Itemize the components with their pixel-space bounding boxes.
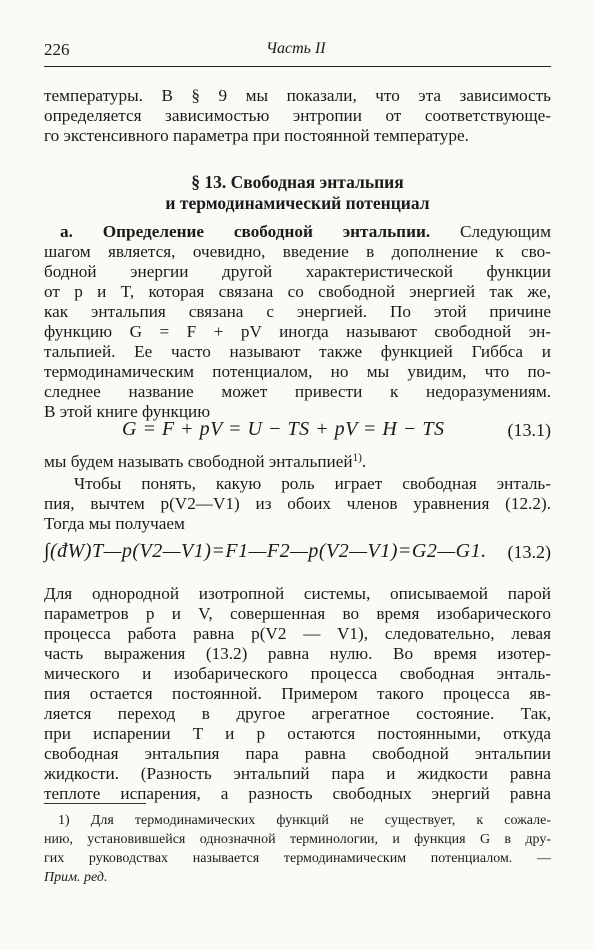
text-line: Тогда мы получаем (44, 514, 185, 533)
after-equation-line (44, 452, 551, 472)
text-line: шагом является, очевидно, введение в дополнение к сво- (44, 242, 551, 261)
equation-13-2 (44, 540, 551, 566)
equation-number: (13.1) (507, 420, 551, 440)
equation-expression: ∫(đW)T—p(V2—V1)=F1—F2—p(V2—V1)=G2—G1. (44, 540, 487, 562)
text-line: при испарении T и p остаются постоянными, откуда (44, 724, 551, 743)
paragraph-2 (44, 474, 551, 534)
text-line: функцию G = F + pV иногда называют свободной эн- (44, 322, 551, 341)
footnote-line: 1) Для термодинамических функций не существует, к сожале- (58, 813, 551, 828)
page-number: 226 (44, 40, 70, 59)
text-line: Чтобы понять, какую роль играет свободная энталь- (74, 474, 551, 493)
running-title: Часть II (266, 40, 326, 57)
text-line: теплоте испарения, а разность свободных энергий равна (44, 784, 551, 803)
footnote-rule (44, 803, 146, 804)
section-title-line: § 13. Свободная энтальпия (191, 172, 404, 192)
footnote-marker: 1) (352, 452, 362, 464)
equation-expression: G = F + pV = U − TS + pV = H − TS (122, 418, 445, 440)
text-line: следнее название может привести к недоразумениям. (44, 382, 551, 401)
text-line: термодинамическим потенциалом, но мы увидим, что по- (44, 362, 551, 381)
header-rule (44, 66, 551, 67)
text-line: часть выражения (13.2) равна нулю. Во время изотер- (44, 644, 551, 663)
equation-13-1 (44, 418, 551, 444)
paragraph-3 (44, 584, 551, 804)
section-title-line: и термодинамический потенциал (165, 193, 430, 213)
text-line: как энтальпия связана с энергией. По этой причине (44, 302, 551, 321)
text-line: ляется переход в другое агрегатное состояние. Так, (44, 704, 551, 723)
text-line: Для однородной изотропной системы, описываемой парой (44, 584, 551, 603)
text-line: В этой книге функцию (44, 402, 211, 421)
text-line: а. Определение свободной энтальпии. Следующим (60, 222, 551, 241)
text-line: жидкости. (Разность энтальпий пара и жидкости равна (44, 764, 551, 783)
footnote-line: Прим. ред. (44, 870, 108, 885)
subsection-paragraph (44, 222, 551, 422)
subsection-heading: а. Определение свободной энтальпии. (60, 222, 431, 241)
section-title (44, 172, 551, 214)
text-line: бодной энергии другой характеристической функции (44, 262, 551, 281)
text-line: пия остается постоянной. Примером такого процесса яв- (44, 684, 551, 703)
intro-paragraph (44, 86, 551, 146)
text-line: процесса работа равна p(V2 — V1), следовательно, левая (44, 624, 551, 643)
text-line: параметров p и V, совершенная во время изобарического (44, 604, 551, 623)
text-line: от p и T, которая связана со свободной энергией так же, (44, 282, 551, 301)
text-line: мы будем называть свободной энтальпией$^{1)}$. (44, 452, 367, 471)
footnote-line: гих руководствах называется термодинамическим потенциалом. — (44, 851, 551, 866)
text-line: пия, вычтем p(V2—V1) из обоих членов уравнения (12.2). (44, 494, 551, 513)
text-line: свободная энтальпия пара равна свободной энтальпии (44, 744, 551, 763)
text-line: тальпией. Ее часто называют также функцией Гиббса и (44, 342, 551, 361)
text-line: определяется зависимостью энтропии от соответствующе- (44, 106, 551, 125)
page-header (44, 40, 551, 62)
footnote-line: нию, установившейся однозначной терминологии, и функция G в дру- (44, 832, 551, 847)
text-line: го экстенсивного параметра при постоянной температуре. (44, 126, 469, 145)
text-line: мического и изобарического процесса свободная энталь- (44, 664, 551, 683)
footnote (44, 811, 551, 887)
text-line: температуры. В § 9 мы показали, что эта зависимость (44, 86, 551, 105)
equation-number: (13.2) (507, 542, 551, 562)
